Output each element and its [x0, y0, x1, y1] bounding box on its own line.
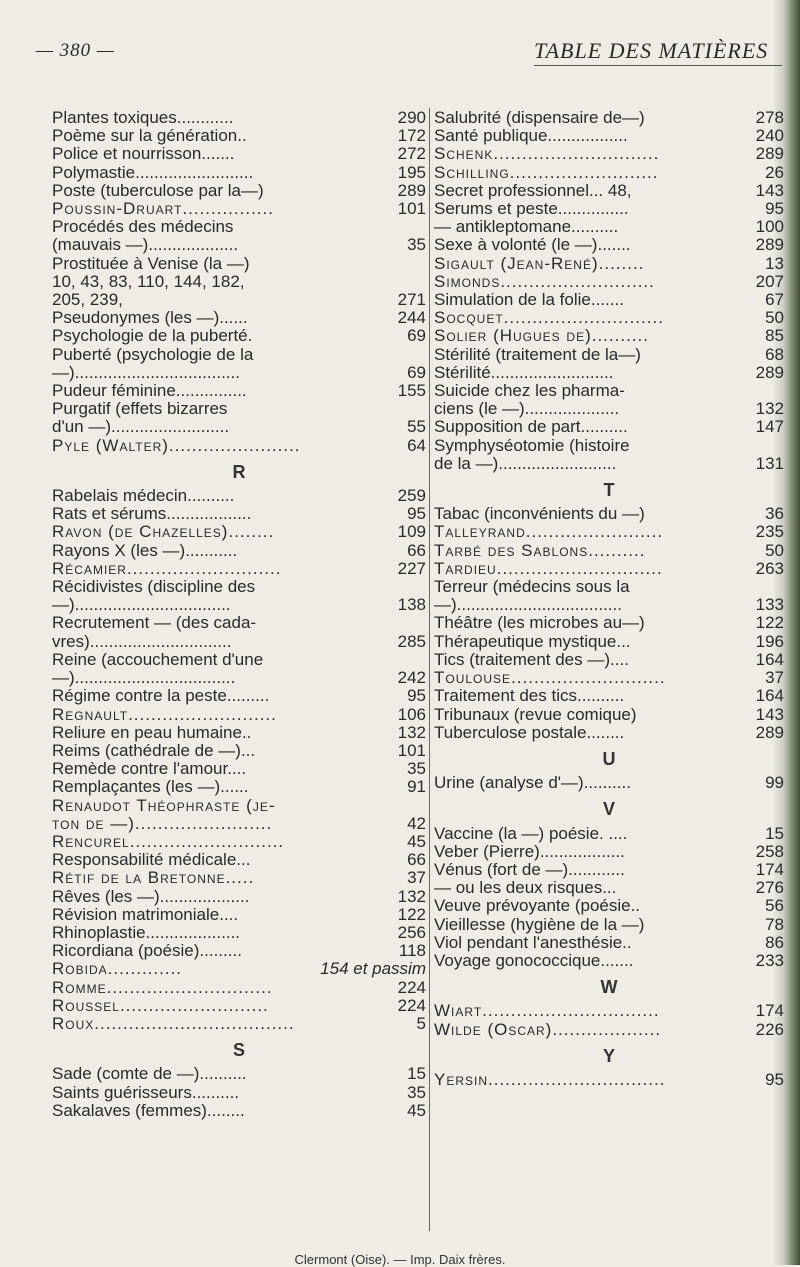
entry-text: Psychologie de la puberté. [52, 326, 253, 346]
entry-text: Pseudonymes (les —)...... [52, 308, 248, 328]
entry-text: Supposition de part.......... [434, 417, 628, 437]
index-entry [52, 1015, 426, 1033]
entry-text: Stérilité (traitement de la—) [434, 344, 641, 364]
entry-page: 131 [755, 453, 784, 473]
index-entry [434, 523, 784, 541]
entry-page: 132 [755, 399, 784, 419]
index-entry [434, 255, 784, 273]
index-entry [434, 879, 784, 897]
entry-text: Poussin-Druart................ [52, 199, 274, 219]
index-entry [52, 560, 426, 578]
entry-page: 289 [755, 722, 784, 742]
entry-text: Tics (traitement des —).... [434, 649, 629, 669]
entry-page: 95 [765, 1069, 784, 1089]
index-entry [52, 145, 426, 163]
index-entry [52, 651, 426, 687]
entry-text: Regnault.......................... [52, 704, 277, 724]
entry-text: Toulouse........................... [434, 668, 666, 688]
entry-text: Traitement des tics.......... [434, 686, 625, 706]
entry-text: Révision matrimoniale.... [52, 904, 239, 924]
index-entry [52, 778, 426, 796]
entry-text: Symphyséotomie (histoire de la —)......................... [434, 435, 630, 473]
entry-text: Purgatif (effets bizarres d'un —)......................... [52, 399, 230, 437]
entry-page: 290 [397, 108, 426, 127]
entry-page: 36 [765, 504, 784, 524]
entry-page: 5 [416, 1013, 426, 1033]
entry-text: Saints guérisseurs.......... [52, 1082, 240, 1102]
entry-page: 15 [407, 1064, 426, 1084]
index-entry [434, 897, 784, 915]
index-entry [434, 1002, 784, 1020]
index-entry [434, 724, 784, 742]
entry-text: Yersin............................... [434, 1069, 666, 1089]
entry-text: Rétif de la Bretonne..... [52, 868, 255, 888]
entry-text: Rats et sérums.................. [52, 504, 252, 524]
entry-text: Solier (Hugues de).......... [434, 326, 649, 346]
entry-page: 289 [397, 180, 426, 200]
entry-page: 258 [755, 841, 784, 861]
entry-text: Suicide chez les pharma- ciens (le —).................... [434, 381, 625, 419]
entry-page: 78 [765, 914, 784, 934]
section-letter: U [602, 748, 616, 769]
entry-page: 289 [755, 144, 784, 164]
index-entry [52, 218, 426, 254]
entry-page: 224 [397, 995, 426, 1015]
entry-text: Ravon (de Chazelles)........ [52, 522, 275, 542]
page-title: TABLE DES MATIÈRES [534, 38, 769, 63]
entry-text: Poste (tuberculose par la—) [52, 180, 264, 200]
entry-text: Sade (comte de —).......... [52, 1064, 247, 1084]
index-entry [52, 706, 426, 724]
index-entry [434, 916, 784, 934]
entry-text: Tribunaux (revue comique) [434, 704, 637, 724]
entry-page: 174 [755, 859, 784, 879]
entry-text: Prostituée à Venise (la —) 10, 43, 83, 110, 144, 182, 205, 239, [52, 253, 250, 310]
index-entry [52, 924, 426, 942]
entry-page: 164 [755, 686, 784, 706]
entry-text: Veuve prévoyante (poésie.. [434, 896, 641, 916]
index-column-right [434, 109, 784, 1089]
entry-page: 259 [397, 486, 426, 506]
index-entry [52, 523, 426, 541]
index-entry [52, 797, 426, 833]
section-letter: V [602, 799, 615, 820]
entry-text: Thérapeutique mystique... [434, 631, 631, 651]
entry-text: Polymastie......................... [52, 162, 254, 182]
index-entry [434, 651, 784, 669]
entry-text: Terreur (médecins sous la —)................................... [434, 577, 630, 615]
index-entry [52, 1084, 426, 1102]
entry-text: Poème sur la génération.. [52, 126, 247, 146]
entry-page: 224 [397, 977, 426, 997]
index-entry [52, 997, 426, 1015]
entry-page: 233 [755, 950, 784, 970]
column-divider [429, 108, 430, 1231]
entry-page: 235 [755, 522, 784, 542]
index-entry [434, 1071, 784, 1089]
entry-page: 101 [397, 199, 426, 219]
entry-text: Ricordiana (poésie)......... [52, 941, 242, 961]
entry-page: 35 [407, 1082, 426, 1102]
index-entry [434, 706, 784, 724]
section-letter: R [232, 461, 246, 482]
entry-page: 100 [755, 217, 784, 237]
entry-page: 143 [755, 704, 784, 724]
index-entry [52, 309, 426, 327]
entry-page: 86 [765, 932, 784, 952]
entry-page: 37 [407, 868, 426, 888]
entry-page: 50 [765, 540, 784, 560]
entry-text: Renaudot Théophraste (je- ton de —)........................ [52, 795, 276, 833]
index-entry [52, 346, 426, 382]
index-entry [52, 760, 426, 778]
index-entry [434, 614, 784, 632]
entry-text: Tardieu............................. [434, 558, 663, 578]
entry-text: Veber (Pierre).................. [434, 841, 625, 861]
entry-page: 143 [755, 180, 784, 200]
entry-page: 68 [765, 344, 784, 364]
entry-page: 155 [397, 381, 426, 401]
entry-text: Rencurel........................... [52, 831, 285, 851]
entry-page: 66 [407, 850, 426, 870]
entry-page: 289 [755, 362, 784, 382]
index-entry [52, 687, 426, 705]
entry-page: 26 [765, 162, 784, 182]
index-entry [434, 774, 784, 792]
index-entry [52, 833, 426, 851]
index-entry [434, 382, 784, 418]
entry-text: Talleyrand........................ [434, 522, 664, 542]
page-number: — 380 — [36, 40, 115, 61]
index-entry [52, 255, 426, 310]
entry-page: 174 [755, 1001, 784, 1021]
index-entry [52, 851, 426, 869]
entry-text: Vaccine (la —) poésie. .... [434, 823, 628, 843]
entry-page: 196 [755, 631, 784, 651]
entry-text: Urine (analyse d'—).......... [434, 773, 631, 793]
entry-page: 132 [397, 886, 426, 906]
entry-page: 256 [397, 922, 426, 942]
entry-text: Stérilité.......................... [434, 362, 614, 382]
entry-text: Reims (cathédrale de —)... [52, 740, 256, 760]
index-entry [52, 614, 426, 650]
entry-page: 138 [397, 595, 426, 615]
index-entry [434, 633, 784, 651]
section-letter: W [600, 977, 618, 998]
entry-page: 172 [397, 126, 426, 146]
entry-text: Tuberculose postale........ [434, 722, 625, 742]
section-letter: S [232, 1040, 245, 1061]
entry-page: 55 [407, 417, 426, 437]
entry-text: Vénus (fort de —)............ [434, 859, 625, 879]
index-entry [52, 888, 426, 906]
index-entry [52, 1102, 426, 1120]
entry-page: 56 [765, 896, 784, 916]
index-entry [52, 382, 426, 400]
entry-text: Régime contre la peste......... [52, 686, 270, 706]
entry-page: 106 [397, 704, 426, 724]
entry-text: Responsabilité médicale... [52, 850, 251, 870]
entry-page: 109 [397, 522, 426, 542]
index-entry [52, 437, 426, 455]
entry-text: Tabac (inconvénients du —) [434, 504, 645, 524]
entry-text: Procédés des médecins (mauvais —)................... [52, 217, 239, 255]
entry-page: 133 [755, 595, 784, 615]
entry-text: Simulation de la folie....... [434, 290, 624, 310]
entry-page: 35 [407, 759, 426, 779]
entry-page: 263 [755, 558, 784, 578]
entry-page: 272 [397, 144, 426, 164]
entry-page: 240 [755, 126, 784, 146]
entry-page: 122 [755, 613, 784, 633]
index-entry [434, 934, 784, 952]
index-entry [434, 273, 784, 291]
entry-page: 132 [397, 722, 426, 742]
index-entry [434, 346, 784, 364]
index-entry [52, 869, 426, 887]
entry-page: 37 [765, 668, 784, 688]
index-entry [434, 236, 784, 254]
entry-page: 42 [407, 813, 426, 833]
entry-page: 226 [755, 1019, 784, 1039]
entry-page: 64 [407, 435, 426, 455]
index-entry [434, 437, 784, 473]
entry-text: Reliure en peau humaine.. [52, 722, 252, 742]
entry-page: 278 [755, 108, 784, 127]
index-entry [434, 418, 784, 436]
entry-text: Secret professionnel... 48, [434, 180, 632, 200]
index-entry [52, 742, 426, 760]
entry-text: Récidivistes (discipline des —)................................. [52, 577, 256, 615]
entry-text: Sakalaves (femmes)........ [52, 1100, 245, 1120]
index-entry [52, 127, 426, 145]
entry-text: Voyage gonococcique....... [434, 950, 634, 970]
entry-page: 13 [765, 253, 784, 273]
entry-page: 122 [397, 904, 426, 924]
index-entry [434, 578, 784, 614]
index-entry [52, 109, 426, 127]
index-entry [52, 200, 426, 218]
entry-text: Wiart............................... [434, 1001, 660, 1021]
entry-text: Salubrité (dispensaire de—) [434, 108, 645, 127]
index-entry [434, 327, 784, 345]
entry-page: 276 [755, 878, 784, 898]
entry-page: 244 [397, 308, 426, 328]
entry-page: 66 [407, 540, 426, 560]
index-entry [52, 164, 426, 182]
entry-text: — ou les deux risques... [434, 878, 617, 898]
index-entry [52, 979, 426, 997]
index-entry [52, 400, 426, 436]
index-entry [434, 200, 784, 218]
index-entry [52, 487, 426, 505]
index-entry [434, 109, 784, 127]
entry-text: Théâtre (les microbes au—) [434, 613, 645, 633]
entry-text: Tarbé des Sablons.......... [434, 540, 646, 560]
entry-page: 35 [407, 235, 426, 255]
index-column-left [52, 109, 426, 1120]
entry-page: 289 [755, 235, 784, 255]
index-entry [434, 182, 784, 200]
entry-text: Wilde (Oscar)................... [434, 1019, 662, 1039]
entry-page: 285 [397, 631, 426, 651]
index-entry [434, 309, 784, 327]
entry-page: 164 [755, 649, 784, 669]
entry-text: Rayons X (les —)........... [52, 540, 238, 560]
entry-text: Viol pendant l'anesthésie.. [434, 932, 632, 952]
entry-page: 45 [407, 1100, 426, 1120]
entry-text: Simonds........................... [434, 271, 655, 291]
entry-page: 69 [407, 326, 426, 346]
index-entry [434, 145, 784, 163]
entry-text: Schilling.......................... [434, 162, 659, 182]
index-entry [434, 952, 784, 970]
entry-text: Schenk............................. [434, 144, 660, 164]
entry-text: Remède contre l'amour.... [52, 759, 247, 779]
entry-text: Rêves (les —)................... [52, 886, 250, 906]
entry-text: Récamier........................... [52, 558, 282, 578]
entry-text: Pyle (Walter)....................... [52, 435, 301, 455]
index-entry [52, 542, 426, 560]
entry-text: Police et nourrisson....... [52, 144, 235, 164]
entry-page: 227 [397, 558, 426, 578]
entry-page: 91 [407, 777, 426, 797]
index-entry [52, 942, 426, 960]
entry-text: Sigault (Jean-René)........ [434, 253, 645, 273]
entry-page: 69 [407, 362, 426, 382]
entry-page: 271 [397, 290, 426, 310]
entry-text: Reine (accouchement d'une —).................................. [52, 649, 264, 688]
index-entry [434, 164, 784, 182]
index-entry [52, 960, 426, 978]
index-entry [434, 1021, 784, 1039]
index-entry [434, 825, 784, 843]
index-entry [434, 560, 784, 578]
entry-text: Vieillesse (hygiène de la —) [434, 914, 645, 934]
entry-text: Pudeur féminine............... [52, 381, 247, 401]
index-entry [434, 669, 784, 687]
index-entry [434, 542, 784, 560]
entry-text: Recrutement — (des cada- vres).............................. [52, 613, 257, 651]
entry-text: Plantes toxiques............ [52, 108, 234, 127]
entry-page: 95 [407, 686, 426, 706]
section-letter: T [603, 480, 615, 501]
entry-text: Sexe à volonté (le —)....... [434, 235, 631, 255]
entry-text: Puberté (psychologie de la —)................................... [52, 344, 254, 382]
entry-text: Roux................................... [52, 1013, 295, 1033]
index-entry [52, 578, 426, 614]
index-entry [52, 906, 426, 924]
index-entry [52, 505, 426, 523]
entry-page: 85 [765, 326, 784, 346]
entry-page: 242 [397, 668, 426, 688]
entry-page: 45 [407, 831, 426, 851]
index-entry [434, 218, 784, 236]
entry-page: 99 [765, 773, 784, 793]
printer-imprint: Clermont (Oise). — Imp. Daix frères. [294, 1252, 506, 1267]
entry-text: Socquet............................ [434, 308, 664, 328]
entry-page: 50 [765, 308, 784, 328]
entry-text: Serums et peste............... [434, 199, 629, 219]
entry-page: 195 [397, 162, 426, 182]
entry-text: Roussel.......................... [52, 995, 269, 1015]
entry-page: 207 [755, 271, 784, 291]
index-entry [434, 687, 784, 705]
entry-page: 147 [755, 417, 784, 437]
index-entry [52, 1065, 426, 1083]
index-entry [52, 182, 426, 200]
entry-text: Robida............. [52, 959, 183, 979]
entry-text: Rabelais médecin.......... [52, 486, 235, 506]
index-entry [434, 291, 784, 309]
index-entry [52, 327, 426, 345]
index-entry [434, 364, 784, 382]
entry-text: Santé publique................. [434, 126, 628, 146]
entry-page: 15 [765, 823, 784, 843]
entry-page: 95 [407, 504, 426, 524]
entry-text: — antikleptomane.......... [434, 217, 619, 237]
entry-text: Rhinoplastie.................... [52, 922, 241, 942]
entry-text: Remplaçantes (les —)...... [52, 777, 249, 797]
entry-page: 101 [397, 740, 426, 760]
section-letter: Y [602, 1045, 615, 1066]
index-entry [434, 127, 784, 145]
entry-page: 95 [765, 199, 784, 219]
title-rule [534, 65, 782, 66]
entry-text: Romme............................. [52, 977, 273, 997]
index-entry [434, 843, 784, 861]
entry-page: 118 [398, 941, 426, 961]
index-entry [434, 861, 784, 879]
index-entry [52, 724, 426, 742]
entry-page: 67 [765, 290, 784, 310]
entry-page: 154 et passim [320, 959, 426, 979]
index-entry [434, 505, 784, 523]
